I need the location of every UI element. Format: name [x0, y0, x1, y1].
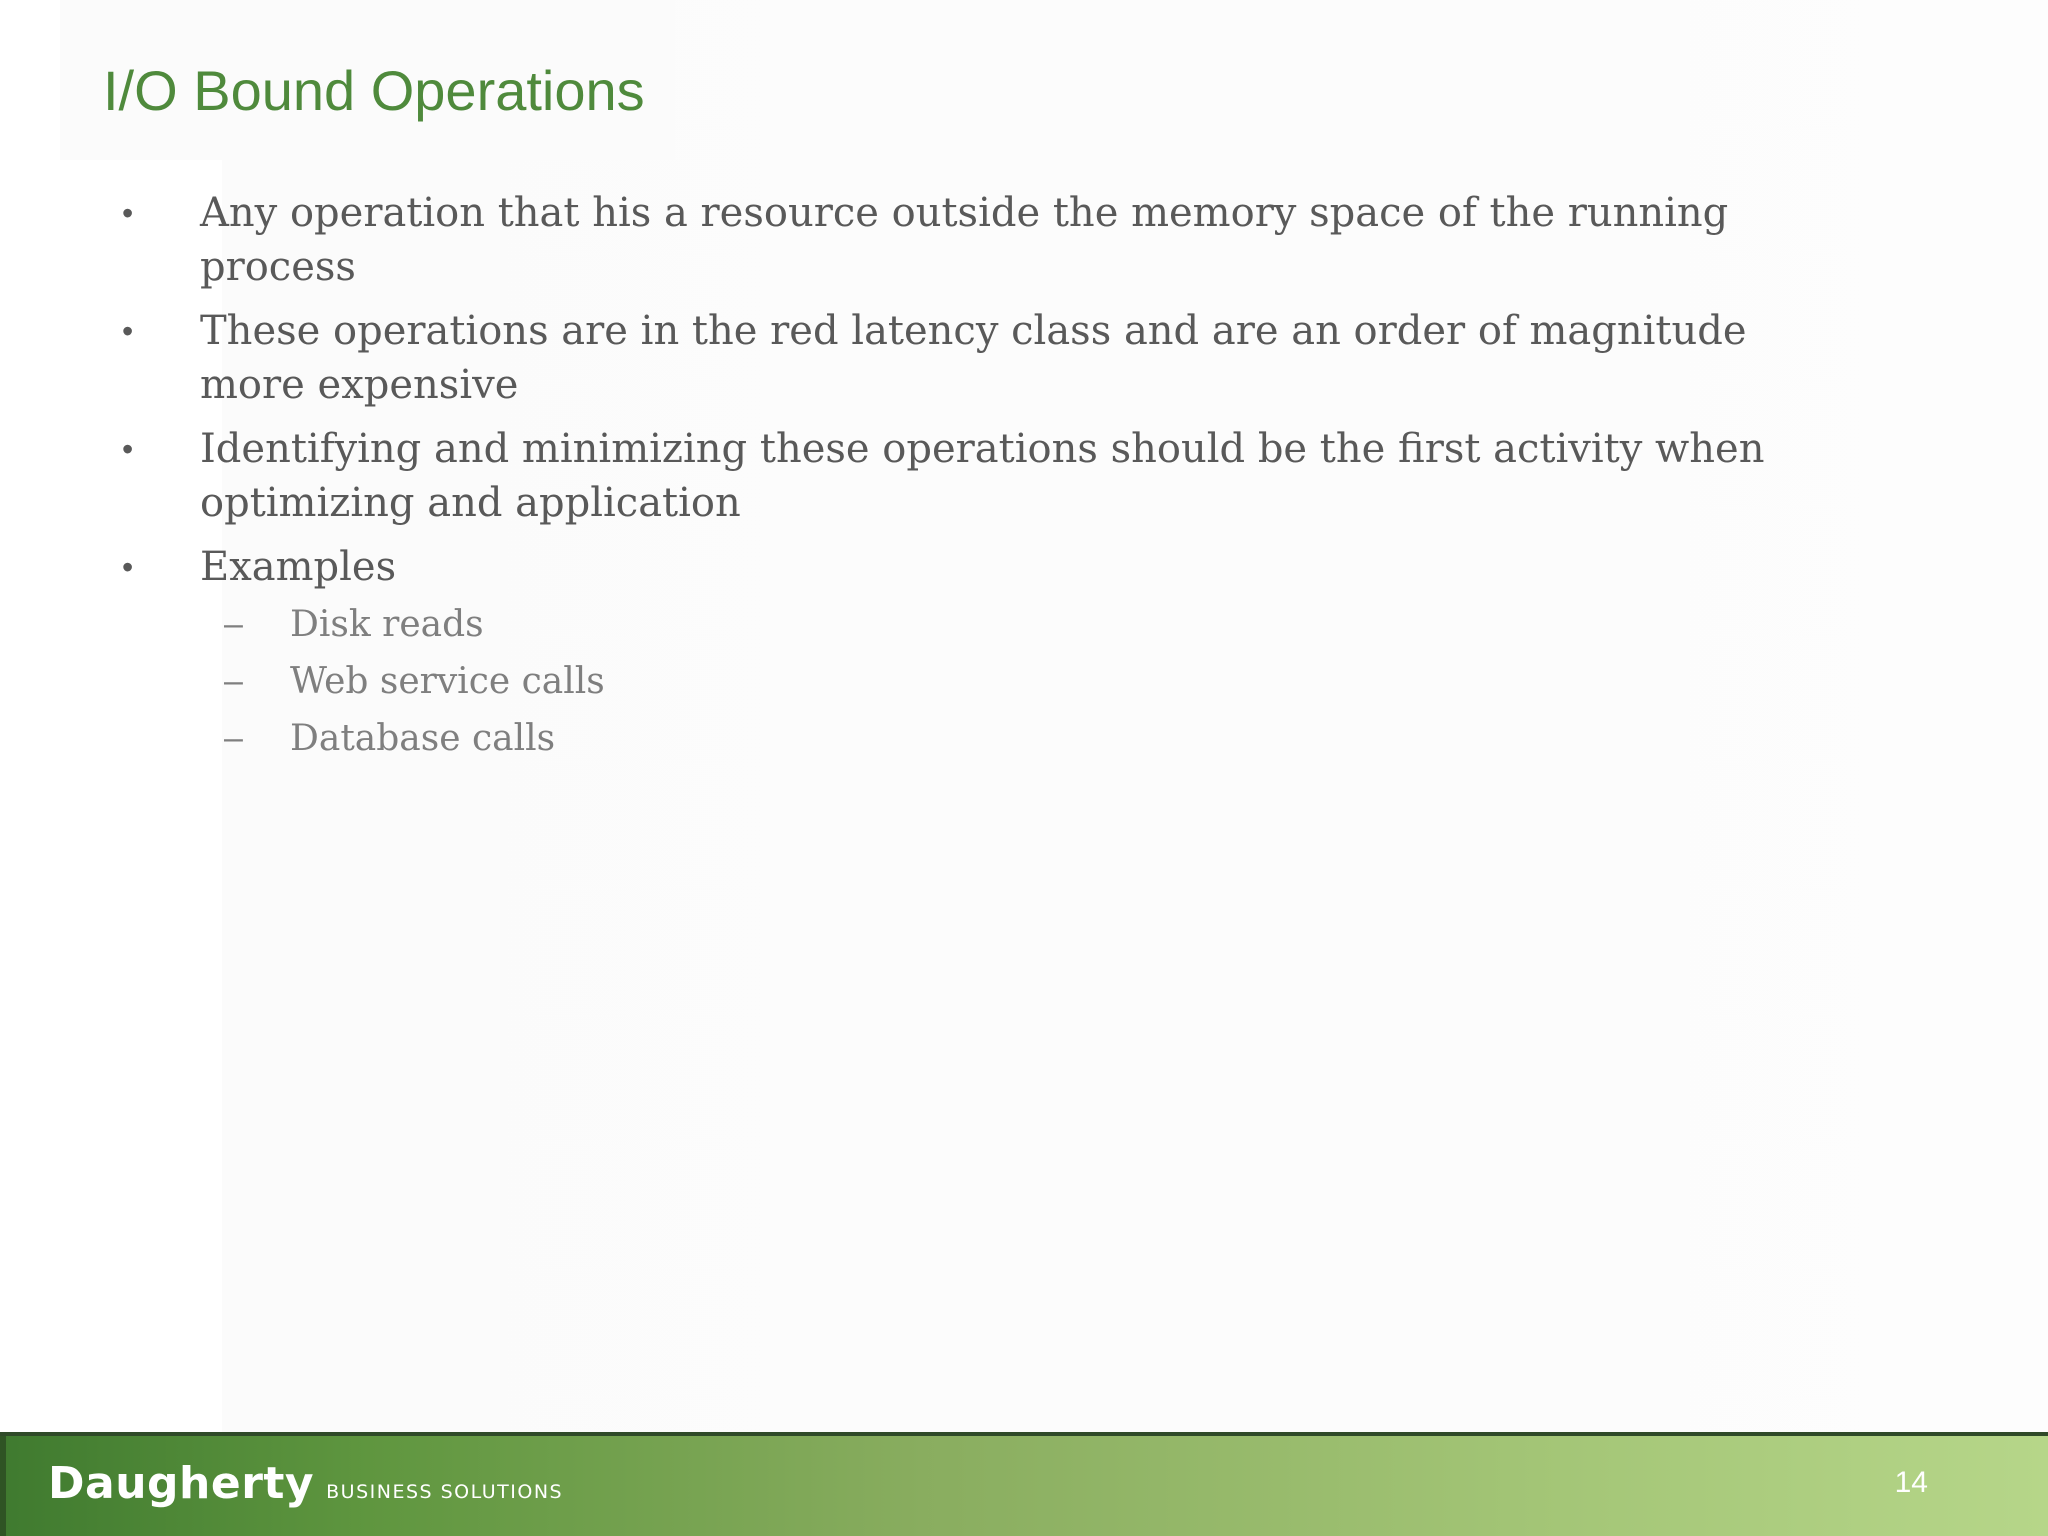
logo-wordmark: Daugherty	[48, 1458, 315, 1509]
page-number: 14	[1894, 1466, 1928, 1499]
bullet-mark: •	[122, 195, 134, 231]
sub-bullet-text: Disk reads	[290, 604, 484, 645]
dash-mark: –	[224, 605, 243, 643]
footer-edge	[0, 1436, 6, 1536]
bullet-item	[0, 304, 1840, 412]
footer-bar	[0, 1432, 2048, 1536]
logo-tagline: BUSINESS SOLUTIONS	[326, 1481, 564, 1503]
bullet-mark: •	[122, 431, 134, 467]
sub-bullet-text: Database calls	[290, 718, 556, 759]
sub-bullet-item	[0, 653, 2048, 710]
bullet-item	[0, 540, 1840, 594]
slide-title: I/O Bound Operations	[103, 59, 645, 122]
bullet-mark: •	[122, 313, 134, 349]
bullet-list	[0, 186, 2048, 767]
bullet-text: Identifying and minimizing these operations should be the first activity when optimizing and application	[200, 426, 1765, 526]
sub-bullet-list	[0, 596, 2048, 767]
bullet-text: Examples	[200, 544, 397, 590]
dash-mark: –	[224, 719, 243, 757]
sub-bullet-text: Web service calls	[290, 661, 605, 702]
bullet-item	[0, 186, 1840, 294]
company-logo	[48, 1458, 563, 1509]
dash-mark: –	[224, 662, 243, 700]
sub-list-container	[0, 596, 2048, 767]
bullet-mark: •	[122, 549, 134, 585]
sub-bullet-item	[0, 596, 2048, 653]
bullet-text: These operations are in the red latency class and are an order of magnitude more expensive	[200, 308, 1747, 408]
sub-bullet-item	[0, 710, 2048, 767]
bullet-text: Any operation that his a resource outside the memory space of the running process	[200, 190, 1729, 290]
bullet-item	[0, 422, 1840, 530]
